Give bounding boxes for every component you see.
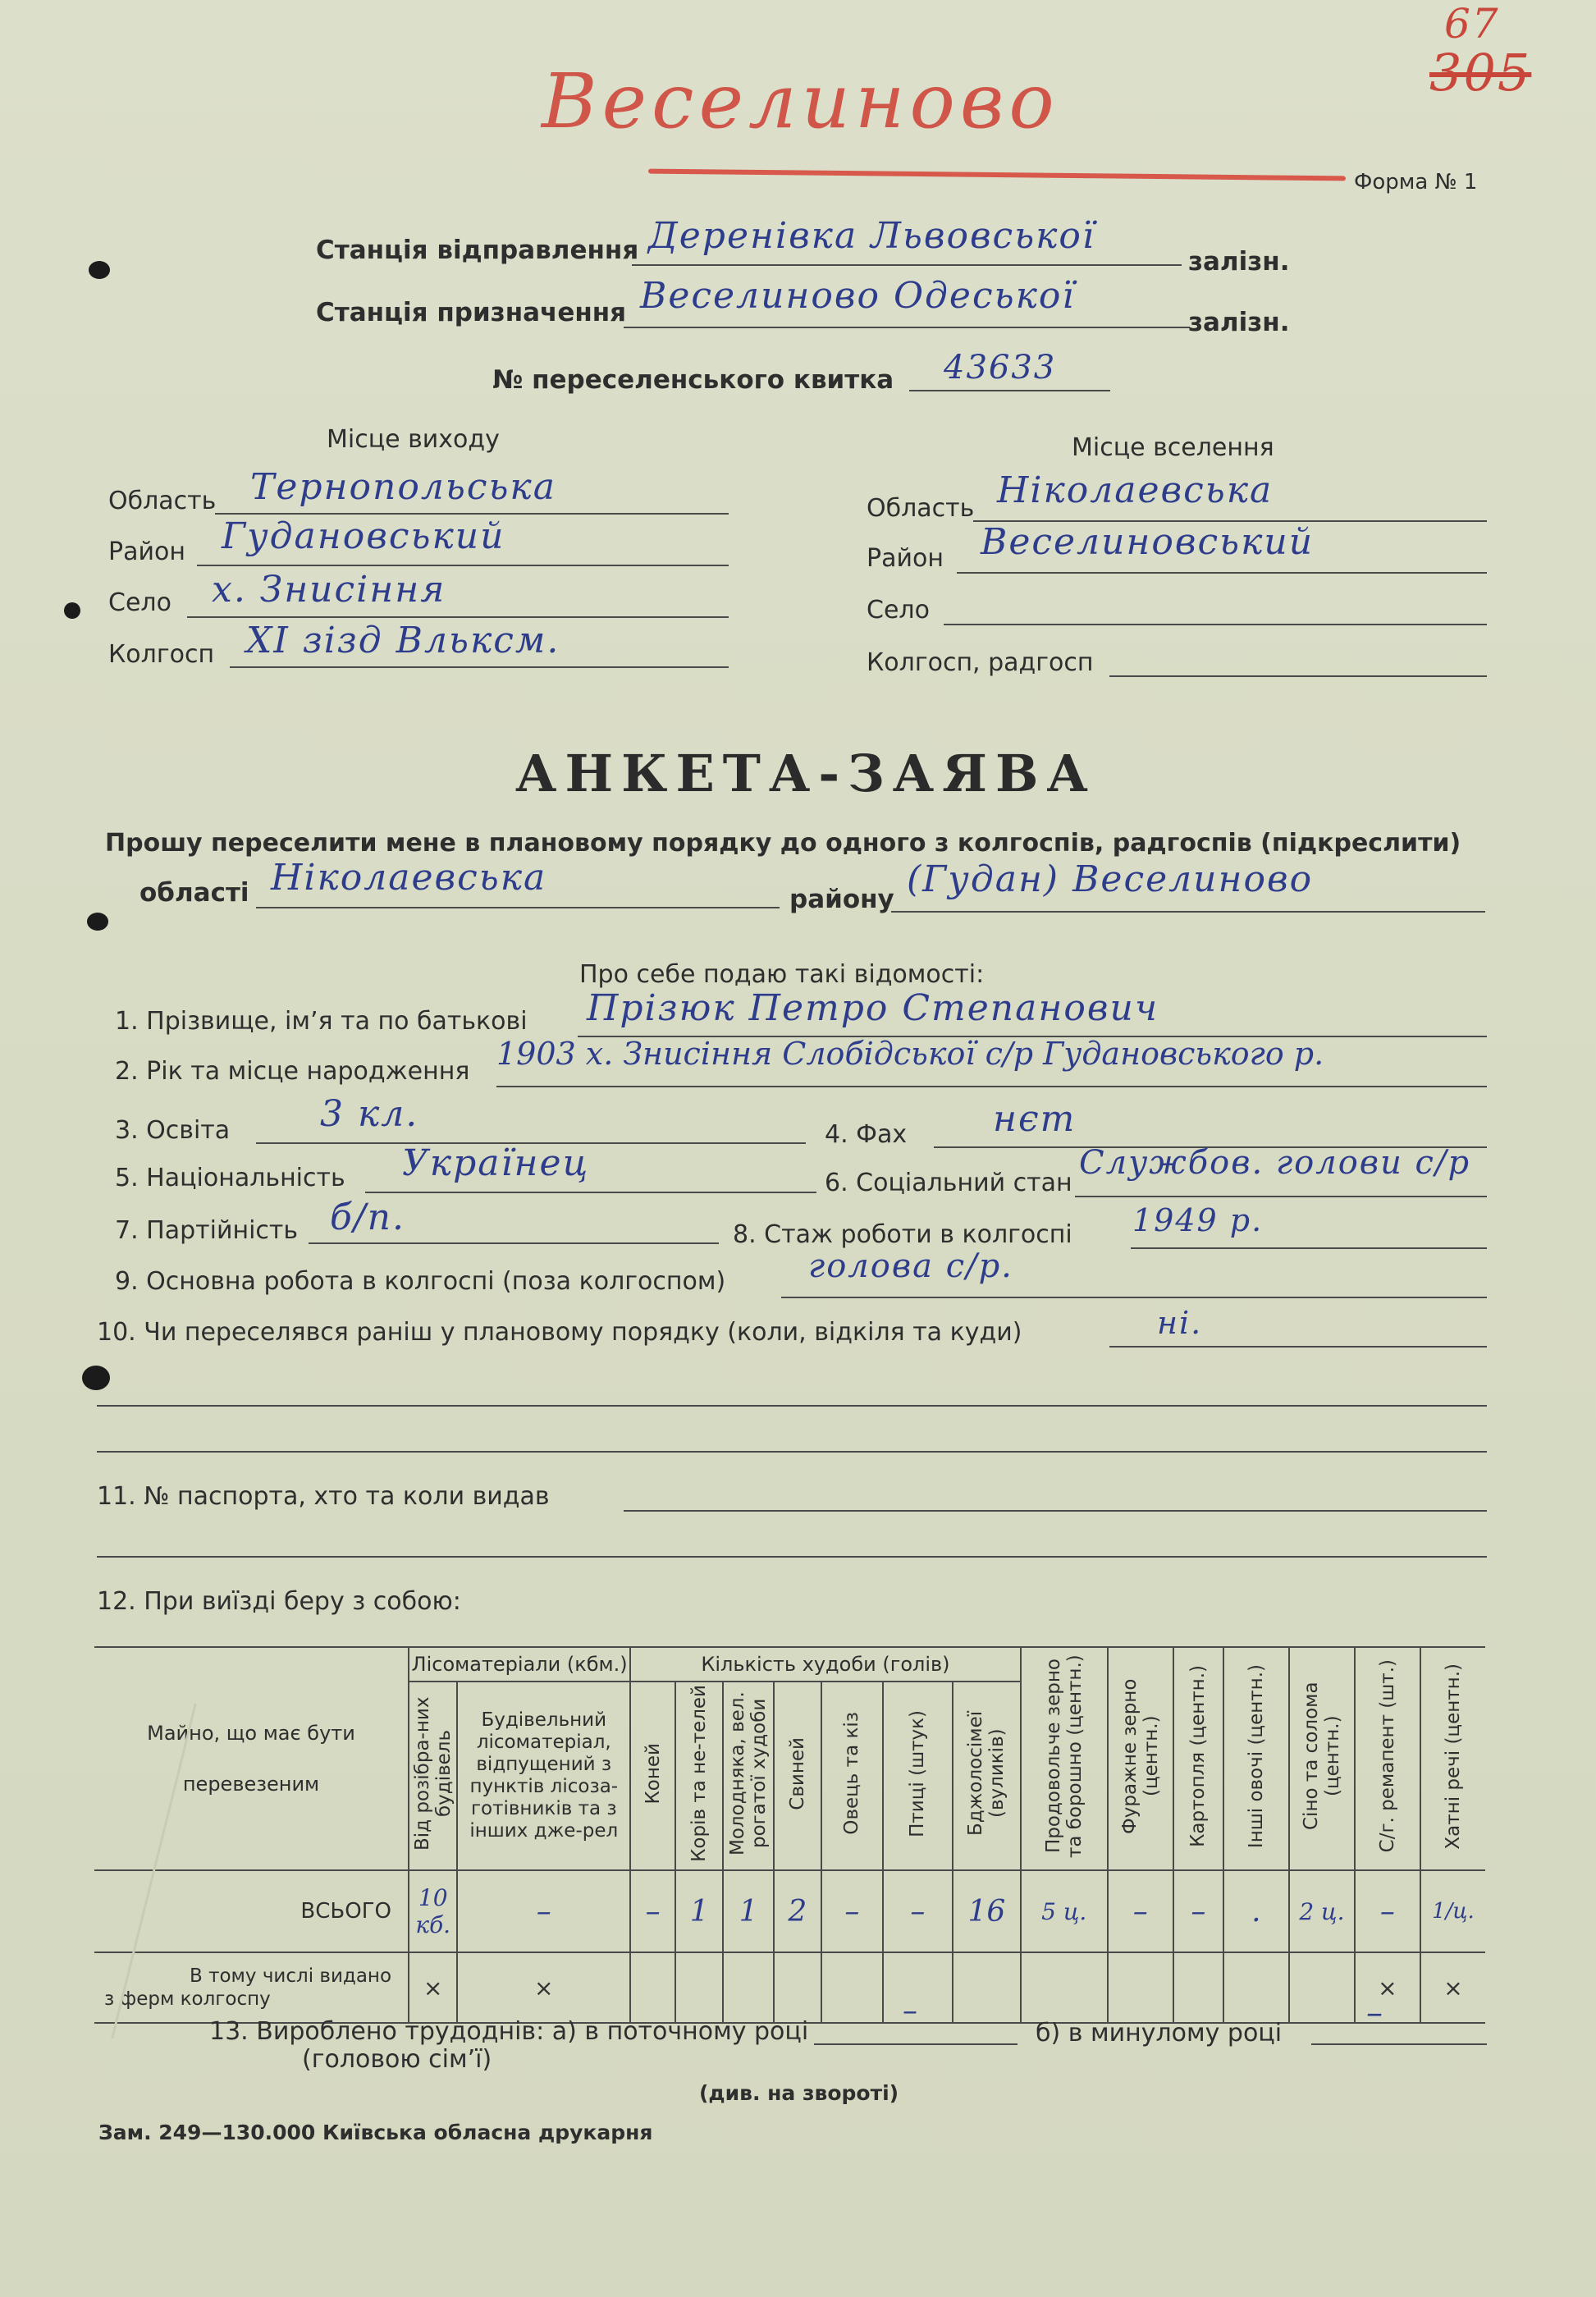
table-cell: × [1420, 1952, 1485, 2023]
col-header-household: Хатні речі (центн.) [1420, 1647, 1485, 1870]
dest-selo-line [944, 624, 1487, 625]
q13-prev-line [1311, 2043, 1487, 2045]
property-header-cell [94, 1647, 409, 1870]
q2-value: 1903 х. Знисіння Слобідської с/р Гудановського р. [496, 1036, 1324, 1072]
table-cell: 10 кб. [409, 1870, 457, 1952]
origin-oblast-value: Тернопольська [250, 466, 556, 508]
q4-label: 4. Фах [825, 1120, 908, 1149]
q12-label: 12. При виїзді беру з собою: [97, 1587, 461, 1616]
intro-text: Про себе подаю такі відомості: [579, 960, 985, 989]
origin-raion-value: Гудановський [222, 515, 505, 557]
q7-line [309, 1242, 719, 1244]
table-cell: – [1173, 1870, 1223, 1952]
q4-value: нєт [993, 1098, 1077, 1140]
table-cell [1223, 1952, 1289, 2023]
q11-line [624, 1510, 1487, 1512]
dest-kolhosp-label: Колгосп, радгосп [867, 648, 1094, 677]
punch-hole [87, 913, 108, 931]
destination-station-label: Станція призначення [316, 298, 627, 327]
col-header-vegetables: Інші овочі (центн.) [1223, 1647, 1289, 1870]
ticket-number-label: № переселенського квитка [492, 365, 894, 395]
q6-line [1075, 1196, 1487, 1197]
request-raion-label: району [789, 885, 894, 914]
col-header-inventory: С/г. ремапент (шт.) [1355, 1647, 1420, 1870]
table-cell [1021, 1952, 1108, 2023]
departure-station-suffix: залізн. [1188, 247, 1290, 277]
q11-extra-line [97, 1556, 1487, 1558]
request-oblast-value: Ніколаевська [271, 857, 547, 899]
request-line: Прошу переселити мене в плановому порядку до одного з колгоспів, радгоспів (підкреслити) [105, 829, 1461, 858]
table-cell: × [1355, 1952, 1420, 2023]
table-cell: 1 [723, 1870, 773, 1952]
origin-oblast-line [215, 513, 729, 515]
dest-oblast-label: Область [867, 494, 975, 523]
table-cell [821, 1952, 883, 2023]
origin-selo-line [187, 616, 729, 618]
table-cell [1289, 1952, 1355, 2023]
lumber-group-header: Лісоматеріали (кбм.) [409, 1647, 630, 1682]
departure-station-value: Деренівка Львовської [648, 215, 1095, 257]
q13-prev-value: – [1366, 1994, 1384, 2032]
property-header-line1: Майно, що має бути [147, 1722, 355, 1745]
departure-station-line [632, 264, 1182, 266]
table-cell: – [883, 1870, 953, 1952]
q9-label: 9. Основна робота в колгоспі (поза колгоспом) [115, 1267, 726, 1296]
col-header-hay: Сіно та солома (центн.) [1289, 1647, 1355, 1870]
origin-title: Місце виходу [327, 425, 500, 454]
table-row-total [94, 1870, 1485, 1952]
see-reverse: (див. на звороті) [699, 2081, 899, 2105]
dest-raion-label: Район [867, 544, 944, 573]
q13-current-value: – [903, 1994, 919, 2028]
col-header-potato: Картопля (центн.) [1173, 1647, 1223, 1870]
form-number: Форма № 1 [1354, 170, 1478, 194]
table-cell: 16 [953, 1870, 1021, 1952]
table-cell: – [1108, 1870, 1173, 1952]
q10-extra-line [97, 1405, 1487, 1407]
col-header-young-cattle: Молодняка, вел. рогатої худоби [723, 1682, 773, 1870]
col-header-poultry: Птиці (штук) [883, 1682, 953, 1870]
origin-oblast-label: Область [108, 487, 217, 515]
punch-hole [89, 261, 110, 279]
ticket-number-line [909, 390, 1110, 391]
col-header-horses: Коней [630, 1682, 675, 1870]
origin-kolhosp-label: Колгосп [108, 640, 215, 669]
table-cell: – [1355, 1870, 1420, 1952]
col-header-cows: Корів та не-телей [675, 1682, 723, 1870]
request-raion-value: (Гудан) Веселиново [907, 858, 1314, 900]
dest-selo-label: Село [867, 596, 930, 625]
table-cell [953, 1952, 1021, 2023]
q2-line [496, 1086, 1487, 1087]
table-cell: 2 [774, 1870, 821, 1952]
table-cell [723, 1952, 773, 2023]
request-oblast-line [256, 907, 780, 908]
q1-label: 1. Прізвище, ім’я та по батькові [115, 1007, 528, 1036]
q6-value: Службов. голови с/р [1079, 1144, 1471, 1182]
q3-value: 3 кл. [320, 1093, 419, 1135]
dest-raion-line [957, 572, 1487, 574]
departure-station-label: Станція відправлення [316, 236, 639, 265]
row-kolhosp-label [94, 1952, 409, 2023]
table-cell: 1/ц. [1420, 1870, 1485, 1952]
origin-raion-line [197, 565, 729, 566]
origin-selo-label: Село [108, 588, 171, 617]
property-table [94, 1646, 1485, 2024]
col-header-bees: Бджолосімеї (вуликів) [953, 1682, 1021, 1870]
dest-oblast-value: Ніколаевська [997, 469, 1274, 511]
q11-label: 11. № паспорта, хто та коли видав [97, 1482, 550, 1511]
q6-label: 6. Соціальний стан [825, 1169, 1072, 1197]
col-header-forage: Фуражне зерно (центн.) [1108, 1647, 1173, 1870]
q10-value: ні. [1157, 1305, 1203, 1341]
destination-station-value: Веселиново Одеської [640, 275, 1076, 317]
table-cell [774, 1952, 821, 2023]
q1-value: Прізюк Петро Степанович [587, 987, 1159, 1029]
table-cell: . [1223, 1870, 1289, 1952]
row-kolhosp-label-line1: В тому числі видано [190, 1965, 392, 1987]
dest-kolhosp-line [1109, 675, 1487, 677]
row-total-label: ВСЬОГО [94, 1870, 409, 1952]
col-header-sheep: Овець та кіз [821, 1682, 883, 1870]
destination-station-suffix: залізн. [1188, 308, 1290, 337]
row-kolhosp-label-line2: з ферм колгоспу [104, 1988, 271, 2010]
ticket-number-value: 43633 [944, 349, 1057, 387]
q13-prev-label: б) в минулому році [1036, 2019, 1283, 2048]
table-cell: – [821, 1870, 883, 1952]
request-oblast-label: області [139, 878, 249, 908]
property-header-line2: перевезеним [182, 1773, 320, 1796]
q10-line [1109, 1346, 1487, 1348]
corner-number-crossed: 305 [1429, 43, 1532, 103]
q7-label: 7. Партійність [115, 1216, 299, 1245]
q5-value: Українец [402, 1142, 590, 1184]
punch-hole [64, 602, 80, 619]
q13-current-line [814, 2043, 1018, 2045]
origin-raion-label: Район [108, 538, 185, 566]
col-header-building-lumber: Будівельний лісоматеріал, відпущений з пунктів лісоза-готівників та з інших дже-рел [457, 1682, 630, 1870]
table-cell: × [409, 1952, 457, 2023]
origin-kolhosp-value: XI зізд Вльксм. [246, 620, 560, 661]
q10-extra-line [97, 1451, 1487, 1453]
destination-place-title: Місце вселення [1072, 433, 1274, 462]
punch-hole [82, 1366, 110, 1390]
table-cell [630, 1952, 675, 2023]
table-row-kolhosp [94, 1952, 1485, 2023]
col-header-dismantled: Від розібра-них будівель [409, 1682, 457, 1870]
q5-label: 5. Національність [115, 1164, 345, 1192]
q8-label: 8. Стаж роботи в колгоспі [733, 1220, 1072, 1249]
q9-value: голова с/р. [808, 1247, 1013, 1285]
q10-label: 10. Чи переселявся раніш у плановому порядку (коли, відкіля та куди) [97, 1318, 1022, 1347]
table-cell: 5 ц. [1021, 1870, 1108, 1952]
table-cell [1173, 1952, 1223, 2023]
form-title: АНКЕТА-ЗАЯВА [515, 744, 1096, 803]
request-raion-line [891, 911, 1485, 913]
table-cell [1108, 1952, 1173, 2023]
destination-station-line [624, 327, 1190, 328]
livestock-group-header: Кількість худоби (голів) [630, 1647, 1021, 1682]
origin-selo-value: х. Знисіння [212, 569, 446, 611]
red-underline [648, 169, 1346, 181]
table-cell: 1 [675, 1870, 723, 1952]
q8-value: 1949 р. [1132, 1202, 1264, 1238]
origin-kolhosp-line [230, 666, 729, 668]
table-cell: – [457, 1870, 630, 1952]
q13-sublabel: (головою сім’ї) [302, 2045, 492, 2074]
q7-value: б/п. [330, 1197, 406, 1238]
table-cell [675, 1952, 723, 2023]
q13-label: 13. Вироблено трудоднів: а) в поточному році [209, 2017, 809, 2046]
table-cell: 2 ц. [1289, 1870, 1355, 1952]
table-cell: × [457, 1952, 630, 2023]
q9-line [781, 1297, 1487, 1298]
q8-line [1131, 1247, 1487, 1249]
col-header-grain: Продовольче зерно та борошно (центн.) [1021, 1647, 1108, 1870]
printer-line: Зам. 249—130.000 Київська обласна друкарня [98, 2121, 653, 2144]
table-cell: – [630, 1870, 675, 1952]
q5-line [365, 1192, 816, 1193]
q2-label: 2. Рік та місце народження [115, 1057, 470, 1086]
col-header-pigs: Свиней [774, 1682, 821, 1870]
dest-raion-value: Веселиновський [981, 521, 1315, 563]
q3-label: 3. Освіта [115, 1116, 231, 1145]
red-handwritten-place-name: Веселиново [542, 57, 1059, 145]
corner-number-current: 67 [1444, 0, 1500, 48]
